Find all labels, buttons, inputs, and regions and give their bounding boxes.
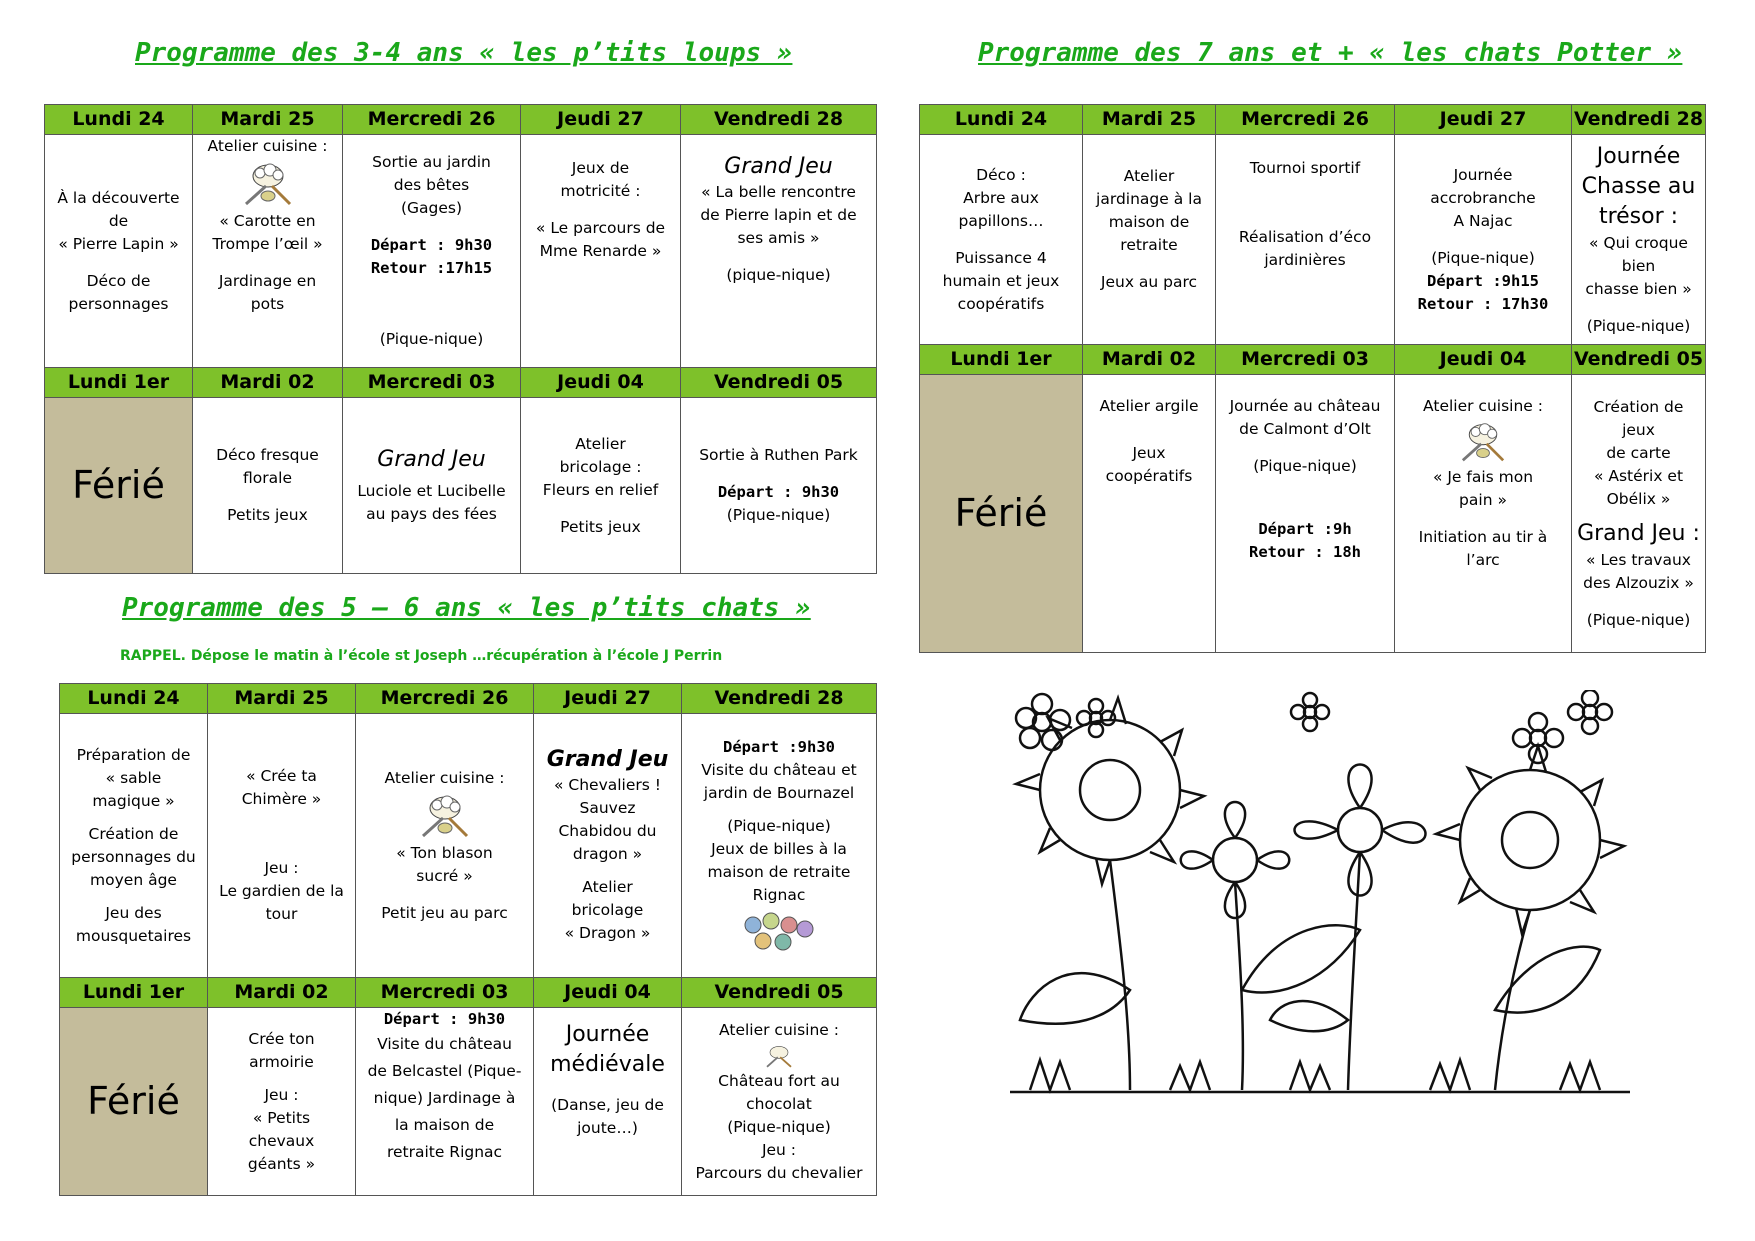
header-row-week1 <box>920 105 1706 135</box>
cell-mardi: Crée ton armoirie Jeu : « Petits chevaux géants » <box>208 1008 356 1196</box>
cell-mercredi: Grand Jeu Luciole et Lucibelle au pays des fées <box>343 398 521 574</box>
day-header: Vendredi 05 <box>1572 345 1706 375</box>
cell-vendredi: Sortie à Ruthen Park Départ : 9h30 (Pique-nique) <box>681 398 877 574</box>
day-header: Mardi 25 <box>208 684 356 714</box>
day-header: Mercredi 03 <box>1216 345 1395 375</box>
cell-mardi: Déco fresque florale Petits jeux <box>193 398 343 574</box>
header-row-week2 <box>60 978 877 1008</box>
cell-mardi: Atelier cuisine : « Carotte en Trompe l’œil » Jardinage en pots <box>193 135 343 368</box>
cell-ferie: Férié <box>920 375 1083 653</box>
cell-lundi: Préparation de « sable magique » Création de personnages du moyen âge Jeu des mousquetaires <box>60 714 208 978</box>
cell-mercredi: Départ : 9h30 Visite du château de Belcastel (Pique- nique) Jardinage à la maison de retraite Rignac <box>356 1008 534 1196</box>
cooking-utensils-icon <box>1455 420 1511 464</box>
cooking-utensils-icon <box>415 792 475 840</box>
title-7-ans-et-plus: Programme des 7 ans et + « les chats Potter » <box>978 38 1683 68</box>
day-header: Mercredi 03 <box>343 368 521 398</box>
cell-jeudi: Jeux de motricité : « Le parcours de Mme Renarde » <box>521 135 681 368</box>
title-3-4-ans: Programme des 3-4 ans « les p’tits loups » <box>135 38 793 68</box>
activities-row-week1 <box>920 135 1706 345</box>
day-header: Mercredi 26 <box>343 105 521 135</box>
day-header: Mercredi 26 <box>356 684 534 714</box>
header-row-week2 <box>920 345 1706 375</box>
marbles-icon <box>741 909 817 953</box>
cell-vendredi: Atelier cuisine : Château fort au chocolat (Pique-nique) Jeu : Parcours du chevalier <box>682 1008 877 1196</box>
day-header: Jeudi 04 <box>534 978 682 1008</box>
cell-ferie: Férié <box>60 1008 208 1196</box>
day-header: Lundi 1er <box>45 368 193 398</box>
cell-jeudi: Atelier cuisine : « Je fais mon pain » Initiation au tir à l’arc <box>1395 375 1572 653</box>
day-header: Lundi 1er <box>60 978 208 1008</box>
cell-vendredi: Grand Jeu « La belle rencontre de Pierre lapin et de ses amis » (pique-nique) <box>681 135 877 368</box>
cell-lundi: Déco : Arbre aux papillons… Puissance 4 humain et jeux coopératifs <box>920 135 1083 345</box>
cell-vendredi: Création de jeux de carte « Astérix et Obélix » Grand Jeu : « Les travaux des Alzouzix » (Pique-nique) <box>1572 375 1706 653</box>
cell-lundi: À la découverte de « Pierre Lapin » Déco de personnages <box>45 135 193 368</box>
cooking-utensils-icon <box>761 1044 797 1068</box>
day-header: Jeudi 04 <box>521 368 681 398</box>
cell-ferie: Férié <box>45 398 193 574</box>
day-header: Jeudi 04 <box>1395 345 1572 375</box>
day-header: Lundi 24 <box>45 105 193 135</box>
header-row-week1 <box>60 684 877 714</box>
activities-row-week1 <box>60 714 877 978</box>
cell-vendredi: Départ :9h30 Visite du château et jardin de Bournazel (Pique-nique) Jeux de billes à la maison de retraite Rignac <box>682 714 877 978</box>
cell-mardi: « Crée ta Chimère » Jeu : Le gardien de la tour <box>208 714 356 978</box>
activities-row-week2 <box>45 398 877 574</box>
cell-jeudi: Grand Jeu « Chevaliers ! Sauvez Chabidou du dragon » Atelier bricolage « Dragon » <box>534 714 682 978</box>
cooking-utensils-icon <box>238 160 298 208</box>
day-header: Vendredi 28 <box>682 684 877 714</box>
day-header: Mercredi 03 <box>356 978 534 1008</box>
cell-mercredi: Tournoi sportif Réalisation d’éco jardinières <box>1216 135 1395 345</box>
day-header: Vendredi 28 <box>681 105 877 135</box>
day-header: Jeudi 27 <box>1395 105 1572 135</box>
day-header: Mercredi 26 <box>1216 105 1395 135</box>
cell-jeudi: Journée médiévale (Danse, jeu de joute…) <box>534 1008 682 1196</box>
title-5-6-ans: Programme des 5 – 6 ans « les p’tits chats » <box>122 593 811 623</box>
activities-row-week2 <box>60 1008 877 1196</box>
day-header: Mardi 02 <box>1083 345 1216 375</box>
day-header: Mardi 02 <box>208 978 356 1008</box>
day-header: Vendredi 05 <box>681 368 877 398</box>
day-header: Vendredi 28 <box>1572 105 1706 135</box>
cell-vendredi: Journée Chasse au trésor : « Qui croque bien chasse bien » (Pique-nique) <box>1572 135 1706 345</box>
cell-jeudi: Atelier bricolage : Fleurs en relief Petits jeux <box>521 398 681 574</box>
day-header: Lundi 24 <box>920 105 1083 135</box>
cell-jeudi: Journée accrobranche A Najac (Pique-nique) Départ :9h15 Retour : 17h30 <box>1395 135 1572 345</box>
day-header: Jeudi 27 <box>534 684 682 714</box>
day-header: Vendredi 05 <box>682 978 877 1008</box>
cell-mardi: Atelier argile Jeux coopératifs <box>1083 375 1216 653</box>
cell-mercredi: Sortie au jardin des bêtes (Gages) Départ : 9h30 Retour :17h15 (Pique-nique) <box>343 135 521 368</box>
header-row-week1 <box>45 105 877 135</box>
day-header: Lundi 1er <box>920 345 1083 375</box>
table-3-4-ans <box>44 104 877 574</box>
day-header: Lundi 24 <box>60 684 208 714</box>
cell-mercredi: Atelier cuisine : « Ton blason sucré » Petit jeu au parc <box>356 714 534 978</box>
cell-mercredi: Journée au château de Calmont d’Olt (Pique-nique) Départ :9h Retour : 18h <box>1216 375 1395 653</box>
table-7-ans <box>919 104 1706 653</box>
reminder-note: RAPPEL. Dépose le matin à l’école st Joseph …récupération à l’école J Perrin <box>120 648 723 664</box>
activities-row-week1 <box>45 135 877 368</box>
cell-mardi: Atelier jardinage à la maison de retraite Jeux au parc <box>1083 135 1216 345</box>
day-header: Mardi 02 <box>193 368 343 398</box>
day-header: Mardi 25 <box>1083 105 1216 135</box>
header-row-week2 <box>45 368 877 398</box>
flowers-coloring-illustration <box>1010 690 1630 1110</box>
day-header: Jeudi 27 <box>521 105 681 135</box>
activities-row-week2 <box>920 375 1706 653</box>
day-header: Mardi 25 <box>193 105 343 135</box>
table-5-6-ans <box>59 683 877 1196</box>
